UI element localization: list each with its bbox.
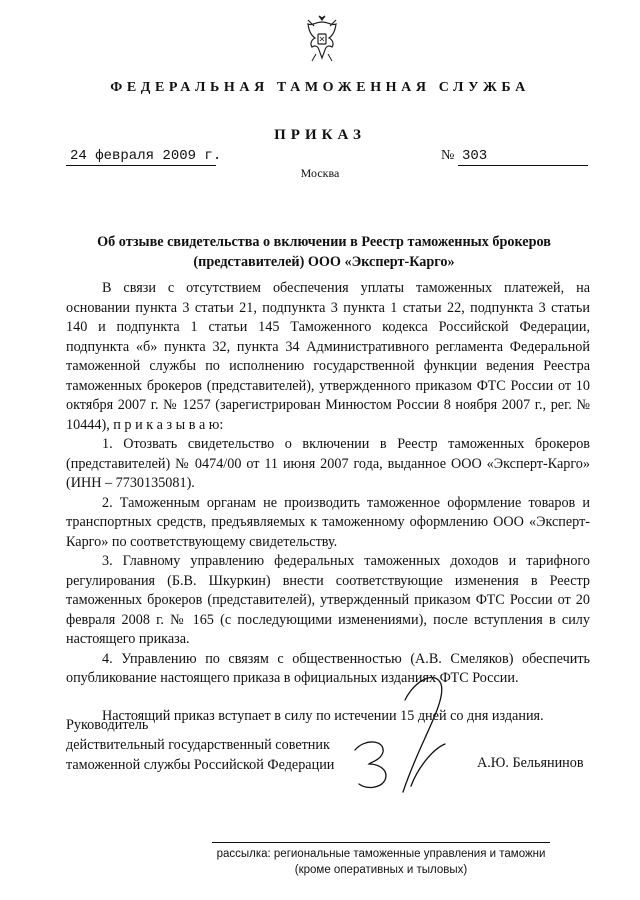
order-item-1: 1. Отозвать свидетельство о включении в Реестр таможенных брокеров (представителей) № 0474/00 от 11 июня 2007 года, выданное ООО «Эксперт-Карго» (ИНН – 7730135081). xyxy=(66,436,590,491)
order-date: 24 февраля 2009 г. xyxy=(70,148,222,164)
order-number-label: № xyxy=(441,148,455,163)
agency-name: ФЕДЕРАЛЬНАЯ ТАМОЖЕННАЯ СЛУЖБА xyxy=(110,80,530,95)
distribution-list xyxy=(212,846,550,878)
order-item-2: 2. Таможенным органам не производить таможенное оформление товаров и транспортных средств, предъявляемых к таможенному оформлению ООО «Эксперт-Карго» по соответствующему свидетельству. xyxy=(66,494,590,550)
order-subject: Об отзыве свидетельства о включении в Реестр таможенных брокеров (представителей) ООО «Эксперт-Карго» xyxy=(97,234,551,270)
coat-of-arms-icon xyxy=(302,14,342,64)
signatory-rank-line-1: действительный государственный советник xyxy=(66,737,330,753)
distribution-line-1: рассылка: региональные таможенные управления и таможни xyxy=(216,848,546,860)
distribution-rule xyxy=(212,842,550,843)
order-item-3: 3. Главному управлению федеральных таможенных доходов и тарифного регулирования (Б.В. Шкуркин) внести соответствующие изменения в Реестр таможенных брокеров (представителей), утвержденный приказом ФТС России от 20 февраля 2008 г. № 165 (с последующими изменениями), после вступления в силу настоящего приказа. xyxy=(66,553,590,647)
signatory-title xyxy=(66,715,334,775)
distribution-line-2: (кроме оперативных и тыловых) xyxy=(294,864,468,876)
city: Москва xyxy=(300,166,340,180)
preamble-paragraph: В связи с отсутствием обеспечения уплаты таможенных платежей, на основании пункта 3 статьи 21, подпункта 3 пункта 1 статьи 22, подпункта 3 статьи 140 и подпункта 1 статьи 145 Таможенного кодекса Российской Федерации, подпункта «б» пункта 32, пункта 34 Административного регламента Федеральной таможенной службы по исполнению государственной функции ведения Реестра таможенных брокеров (представителей), утвержденного приказом ФТС России от 10 октября 2007 г. № 1257 (зарегистрирован Минюстом России 8 ноября 2007 г., рег. № 10444), п р и к а з ы в а ю: xyxy=(66,280,590,433)
document-type: ПРИКАЗ xyxy=(274,127,366,143)
order-number: 303 xyxy=(462,148,488,164)
signatory-name: А.Ю. Бельянинов xyxy=(477,755,584,771)
order-item-4: 4. Управлению по связям с общественностью (А.В. Смеляков) обеспечить опубликование настоящего приказа в официальных изданиях ФТС России. xyxy=(66,650,590,686)
signatory-rank-line-2: таможенной службы Российской Федерации xyxy=(66,757,335,773)
handwritten-signature-icon xyxy=(345,660,485,800)
effective-date-paragraph: Настоящий приказ вступает в силу по истечении 15 дней со дня издания. xyxy=(102,707,544,724)
order-body xyxy=(66,279,590,726)
signatory-position: Руководитель xyxy=(66,717,149,733)
